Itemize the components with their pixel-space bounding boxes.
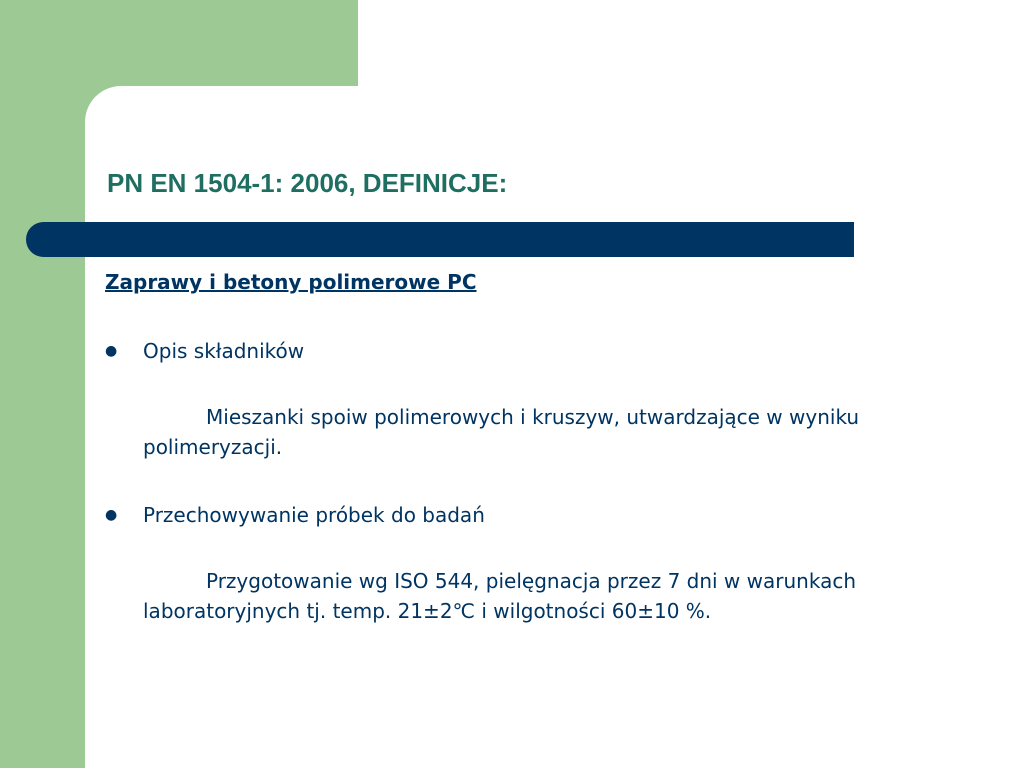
bullet-item <box>105 336 965 366</box>
bullet-text: Opis składników <box>143 339 305 363</box>
bullet-text: Przechowywanie próbek do badań <box>143 503 485 527</box>
bullet-item <box>105 500 965 530</box>
bullet-dot-icon: ● <box>105 507 118 523</box>
slide-title: PN EN 1504-1: 2006, DEFINICJE: <box>107 168 508 198</box>
slide-content <box>105 336 965 626</box>
bullet-description: Przygotowanie wg ISO 544, pielęgnacja przez 7 dni w warunkach laboratoryjnych tj. temp. 21±2℃ i wilgotności 60±10 %. <box>143 569 856 623</box>
bullet-dot-icon: ● <box>105 343 118 359</box>
slide-subtitle: Zaprawy i betony polimerowe PC <box>105 270 477 294</box>
bullet-description: Mieszanki spoiw polimerowych i kruszyw, utwardzające w wyniku polimeryzacji. <box>143 405 860 459</box>
decorative-title-bar <box>26 222 854 257</box>
